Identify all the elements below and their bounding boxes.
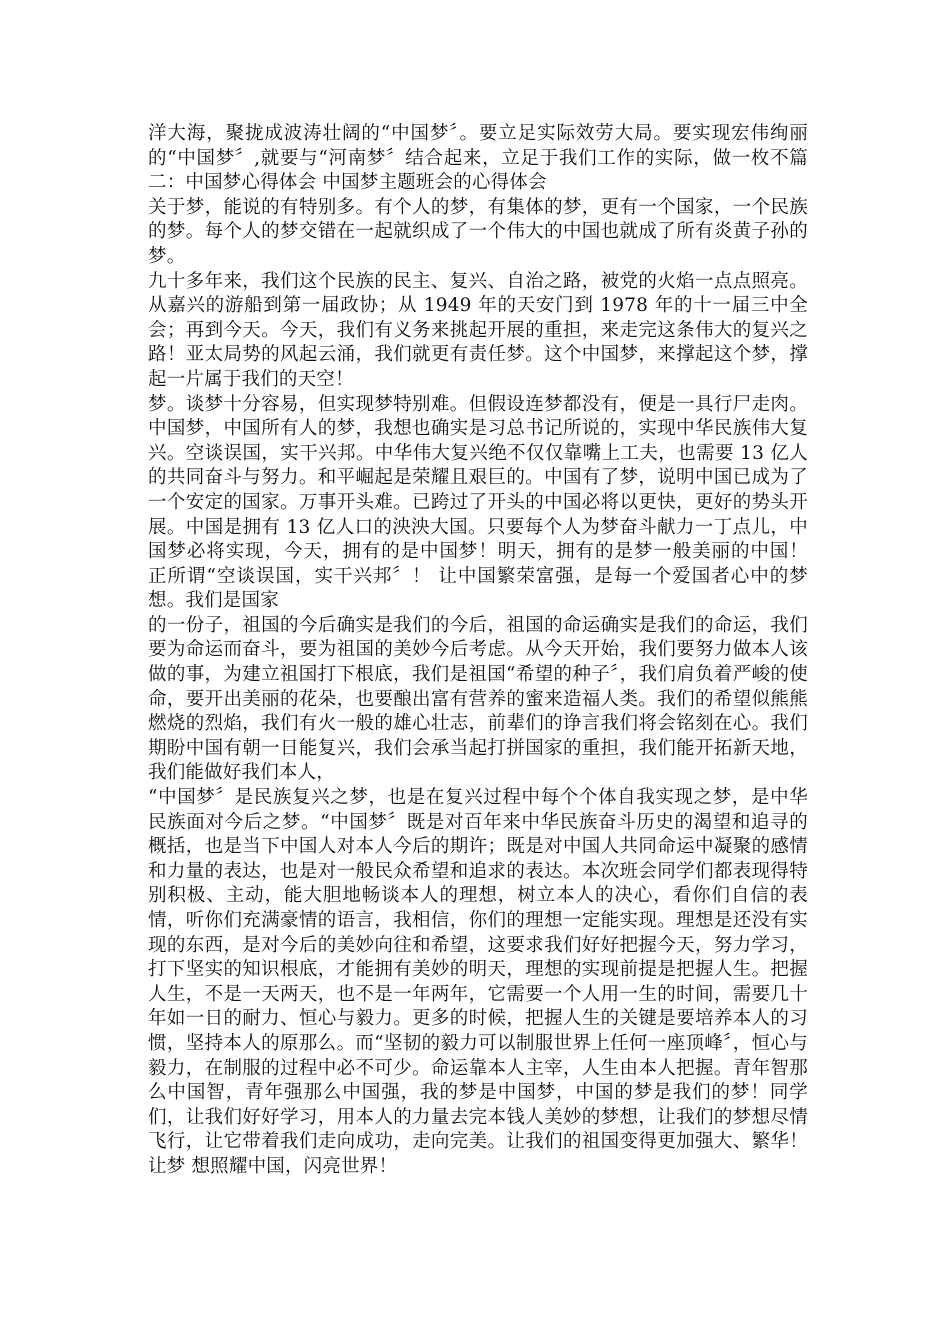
paragraph-1: 洋大海，聚拢成波涛壮阔的“中国梦〞。要立足实际效劳大局。要实现宏伟绚丽的“中国梦〞,就要与“河南梦〞结合起来，立足于我们工作的实际，做一枚不篇二：中国梦心得体会 中国梦主题班会的心得体会 [148, 123, 808, 194]
paragraph-2: 关于梦，能说的有特别多。有个人的梦，有集体的梦，更有一个国家，一个民族的梦。每个人的梦交错在一起就织成了一个伟大的中国也就成了所有炎黄子孙的梦。 [148, 196, 808, 267]
paragraph-4: 梦。谈梦十分容易，但实现梦特别难。但假设连梦都没有，便是一具行尸走肉。中国梦，中国所有人的梦，我想也确实是习总书记所说的，实现中华民族伟大复兴。空谈误国，实干兴邦。中华伟大复兴绝不仅仅靠嘴上工夫，也需要 13 亿人的共同奋斗与努力。和平崛起是荣耀且艰巨的。中国有了梦，说明中国已成为了一个安定的国家。万事开头难。已跨过了开头的中国必将以更快，更好的势头开展。中国是拥有 13 亿人口的泱泱大国。只要每个人为梦奋斗献力一丁点儿，中国梦必将实现，今天，拥有的是中国梦！明天，拥有的是梦一般美丽的中国！ 正所谓“空谈误国，实干兴邦〞！ 让中国繁荣富强，是每一个爱国者心中的梦想。我们是国家 [148, 393, 808, 612]
paragraph-5: 的一份子，祖国的今后确实是我们的今后，祖国的命运确实是我们的命运，我们要为命运而奋斗，要为祖国的美妙今后考虑。从今天开始，我们要努力做本人该做的事，为建立祖国打下根底，我们是祖国“希望的种子〞，我们肩负着严峻的使命，要开出美丽的花朵，也要酿出富有营养的蜜来造福人类。我们的希望似熊熊燃烧的烈焰，我们有火一般的雄心壮志，前辈们的诤言我们将会铭刻在心。我们期盼中国有朝一日能复兴，我们会承当起打拼国家的重担，我们能开拓新天地，我们能做好我们本人， [148, 614, 808, 784]
paragraph-6: “中国梦〞是民族复兴之梦，也是在复兴过程中每个个体自我实现之梦，是中华民族面对今后之梦。“中国梦〞既是对百年来中华民族奋斗历史的渴望和追寻的概括，也是当下中国人对本人今后的期许；既是对中国人共同命运中凝聚的感情和力量的表达，也是对一般民众希望和追求的表达。本次班会同学们都表现得特别积极、主动，能大胆地畅谈本人的理想，树立本人的决心，看你们自信的表情，听你们充满豪情的语言，我相信，你们的理想一定能实现。理想是还没有实现的东西，是对今后的美妙向往和希望，这要求我们好好把握今天，努力学习，打下坚实的知识根底，才能拥有美妙的明天，理想的实现前提是把握人生。把握人生，不是一天两天，也不是一年两年，它需要一个人用一生的时间，需要几十年如一日的耐力、恒心与毅力。更多的时候，把握人生的关键是要培养本人的习惯，坚持本人的原那么。而“坚韧的毅力可以制服世界上任何一座顶峰〞，恒心与毅力，在制服的过程中必不可少。命运靠本人主宰，人生由本人把握。青年智那么中国智，青年强那么中国强，我的梦是中国梦，中国的梦是我们的梦！同学们，让我们好好学习，用本人的力量去完本钱人美妙的梦想，让我们的梦想尽情飞行，让它带着我们走向成功，走向完美。让我们的祖国变得更加强大、繁华！让梦 想照耀中国，闪亮世界！ [148, 787, 808, 1177]
document-body [148, 122, 808, 1180]
paragraph-3: 九十多年来，我们这个民族的民主、复兴、自治之路，被党的火焰一点点照亮。从嘉兴的游船到第一届政协；从 1949 年的天安门到 1978 年的十一届三中全会；再到今天。今天，我们有义务来挑起开展的重担，来走完这条伟大的复兴之路！亚太局势的风起云涌，我们就更有责任梦。这个中国梦，来撑起这个梦，撑起一片属于我们的天空！ [148, 270, 808, 390]
